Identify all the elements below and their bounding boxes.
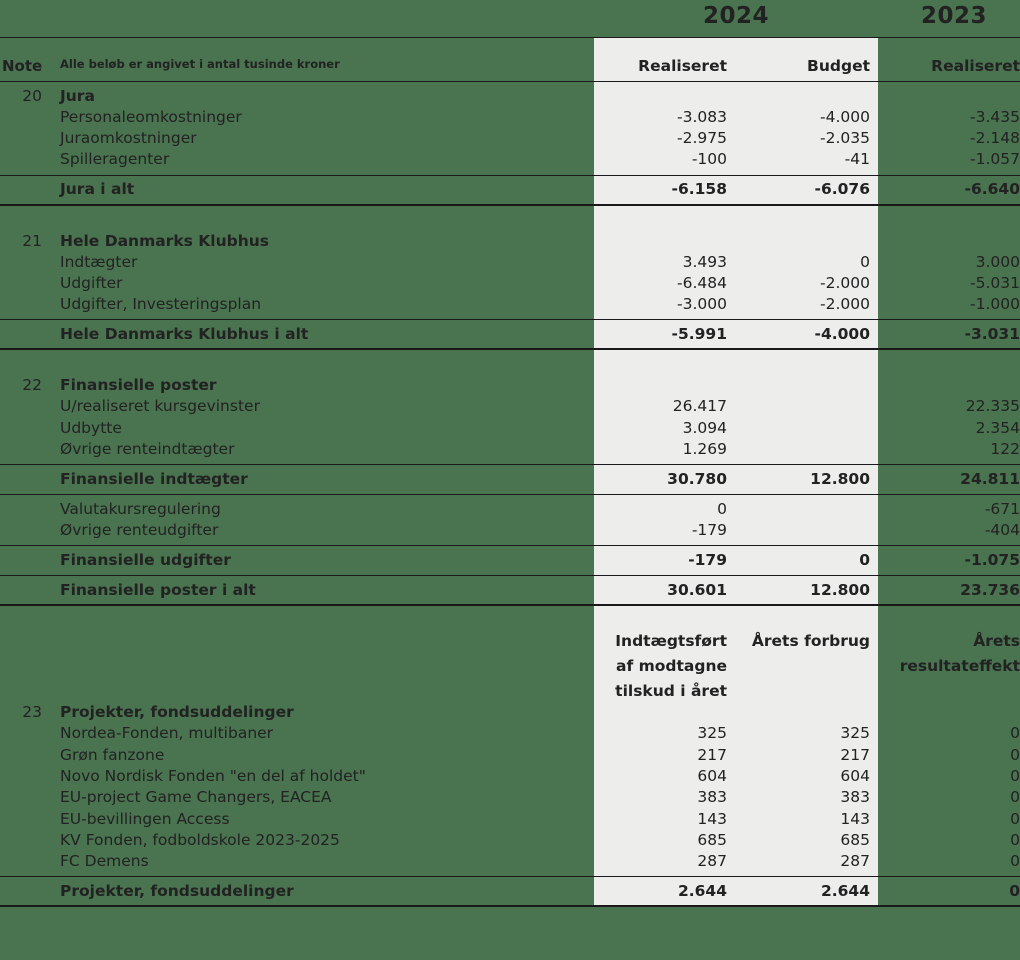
note-number: 20 (22, 87, 42, 105)
row-label: Udbytte (60, 419, 122, 437)
total-value: 2.644 (820, 882, 870, 900)
subtotal-value: 24.811 (960, 470, 1020, 488)
row-label: Spilleragenter (60, 150, 170, 168)
value-cell: -3.083 (677, 108, 727, 126)
row-label: EU-project Game Changers, EACEA (60, 788, 332, 806)
total-value: -4.000 (814, 325, 870, 343)
divider (0, 175, 1020, 176)
value-cell: -5.031 (970, 274, 1020, 292)
note-column-header: Note (2, 57, 43, 75)
row-label: KV Fonden, fodboldskole 2023-2025 (60, 831, 340, 849)
value-cell: 3.094 (682, 419, 727, 437)
col-header-aarets-forbrug: Årets forbrug (751, 632, 870, 650)
total-value: 23.736 (960, 581, 1020, 599)
subtotal-value: -179 (688, 551, 727, 569)
value-cell: -1.057 (970, 150, 1020, 168)
value-cell: 0 (1010, 788, 1020, 806)
total-value: 30.601 (667, 581, 727, 599)
value-cell: 383 (840, 788, 870, 806)
value-cell: 0 (1010, 831, 1020, 849)
value-cell: -179 (691, 521, 727, 539)
value-cell: 143 (840, 810, 870, 828)
section-title: Finansielle poster (60, 376, 217, 394)
total-value: -6.076 (814, 180, 870, 198)
value-cell: -100 (691, 150, 727, 168)
value-cell: 217 (697, 746, 727, 764)
total-value: -6.158 (671, 180, 727, 198)
divider (0, 545, 1020, 546)
value-cell: -6.484 (677, 274, 727, 292)
value-cell: -3.000 (677, 295, 727, 313)
value-cell: 217 (840, 746, 870, 764)
value-cell: 143 (697, 810, 727, 828)
value-cell: 0 (1010, 724, 1020, 742)
divider (0, 37, 1020, 38)
value-cell: 3.000 (975, 253, 1020, 271)
total-value: 2.644 (677, 882, 727, 900)
divider (0, 204, 1020, 206)
value-cell: 383 (697, 788, 727, 806)
section-title: Jura (60, 87, 95, 105)
total-value: 0 (1009, 882, 1020, 900)
value-cell: 0 (1010, 746, 1020, 764)
row-label: Udgifter (60, 274, 123, 292)
total-label: Hele Danmarks Klubhus i alt (60, 325, 309, 343)
value-cell: -2.035 (820, 129, 870, 147)
row-label: Øvrige renteindtægter (60, 440, 235, 458)
value-cell: 325 (697, 724, 727, 742)
value-cell: -1.000 (970, 295, 1020, 313)
value-cell: 1.269 (682, 440, 727, 458)
year-2024-heading: 2024 (703, 3, 770, 29)
divider (0, 348, 1020, 350)
col-2023-realiseret-header: Realiseret (931, 57, 1020, 75)
value-cell: 0 (1010, 852, 1020, 870)
row-label: U/realiseret kursgevinster (60, 397, 260, 415)
value-cell: 604 (840, 767, 870, 785)
row-label: Personaleomkostninger (60, 108, 242, 126)
value-cell: -41 (844, 150, 870, 168)
col-header-indtaegtsfoert: Indtægtsført af modtagne tilskud i året (615, 632, 727, 700)
value-cell: 26.417 (672, 397, 727, 415)
total-value: -6.640 (964, 180, 1020, 198)
divider (0, 319, 1020, 320)
note-number: 22 (22, 376, 42, 394)
value-cell: 287 (697, 852, 727, 870)
total-label: Jura i alt (60, 180, 135, 198)
total-value: 12.800 (810, 581, 870, 599)
divider (0, 494, 1020, 495)
value-cell: -2.000 (820, 274, 870, 292)
col-2024-realiseret-header: Realiseret (638, 57, 727, 75)
units-caption: Alle beløb er angivet i antal tusinde kroner (60, 57, 340, 71)
note-number: 23 (22, 703, 42, 721)
section-title: Projekter, fondsuddelinger (60, 703, 294, 721)
subtotal-value: -1.075 (964, 551, 1020, 569)
divider (0, 604, 1020, 606)
row-label: Udgifter, Investeringsplan (60, 295, 262, 313)
divider (0, 876, 1020, 877)
col-2024-budget-header: Budget (807, 57, 870, 75)
section-title: Hele Danmarks Klubhus (60, 232, 270, 250)
value-cell: 0 (1010, 767, 1020, 785)
divider (0, 905, 1020, 907)
value-cell: 122 (990, 440, 1020, 458)
value-cell: 22.335 (965, 397, 1020, 415)
subtotal-value: 0 (859, 551, 870, 569)
subtotal-value: 30.780 (667, 470, 727, 488)
divider (0, 81, 1020, 82)
total-value: -3.031 (964, 325, 1020, 343)
subtotal-value: 12.800 (810, 470, 870, 488)
row-label: FC Demens (60, 852, 149, 870)
value-cell: 2.354 (975, 419, 1020, 437)
col-header-aarets-resultateffekt: Årets resultateffekt (899, 632, 1020, 675)
row-label: Øvrige renteudgifter (60, 521, 219, 539)
value-cell: 0 (860, 253, 870, 271)
value-cell: -671 (984, 500, 1020, 518)
total-label: Finansielle poster i alt (60, 581, 256, 599)
year-2023-heading: 2023 (921, 3, 988, 29)
value-cell: -2.975 (677, 129, 727, 147)
note-number: 21 (22, 232, 42, 250)
value-cell: -404 (984, 521, 1020, 539)
row-label: Grøn fanzone (60, 746, 165, 764)
divider (0, 464, 1020, 465)
value-cell: 325 (840, 724, 870, 742)
value-cell: 287 (840, 852, 870, 870)
value-cell: -3.435 (970, 108, 1020, 126)
subtotal-label: Finansielle udgifter (60, 551, 231, 569)
value-cell: -4.000 (820, 108, 870, 126)
value-cell: 0 (717, 500, 727, 518)
row-label: Nordea-Fonden, multibaner (60, 724, 274, 742)
value-cell: -2.000 (820, 295, 870, 313)
value-cell: 3.493 (682, 253, 727, 271)
row-label: Valutakursregulering (60, 500, 221, 518)
value-cell: 685 (697, 831, 727, 849)
value-cell: 0 (1010, 810, 1020, 828)
total-label: Projekter, fondsuddelinger (60, 882, 294, 900)
row-label: Novo Nordisk Fonden "en del af holdet" (60, 767, 366, 785)
row-label: EU-bevillingen Access (60, 810, 230, 828)
row-label: Indtægter (60, 253, 138, 271)
value-cell: -2.148 (970, 129, 1020, 147)
subtotal-label: Finansielle indtægter (60, 470, 248, 488)
value-cell: 685 (840, 831, 870, 849)
total-value: -5.991 (671, 325, 727, 343)
value-cell: 604 (697, 767, 727, 785)
divider (0, 575, 1020, 576)
row-label: Juraomkostninger (60, 129, 197, 147)
